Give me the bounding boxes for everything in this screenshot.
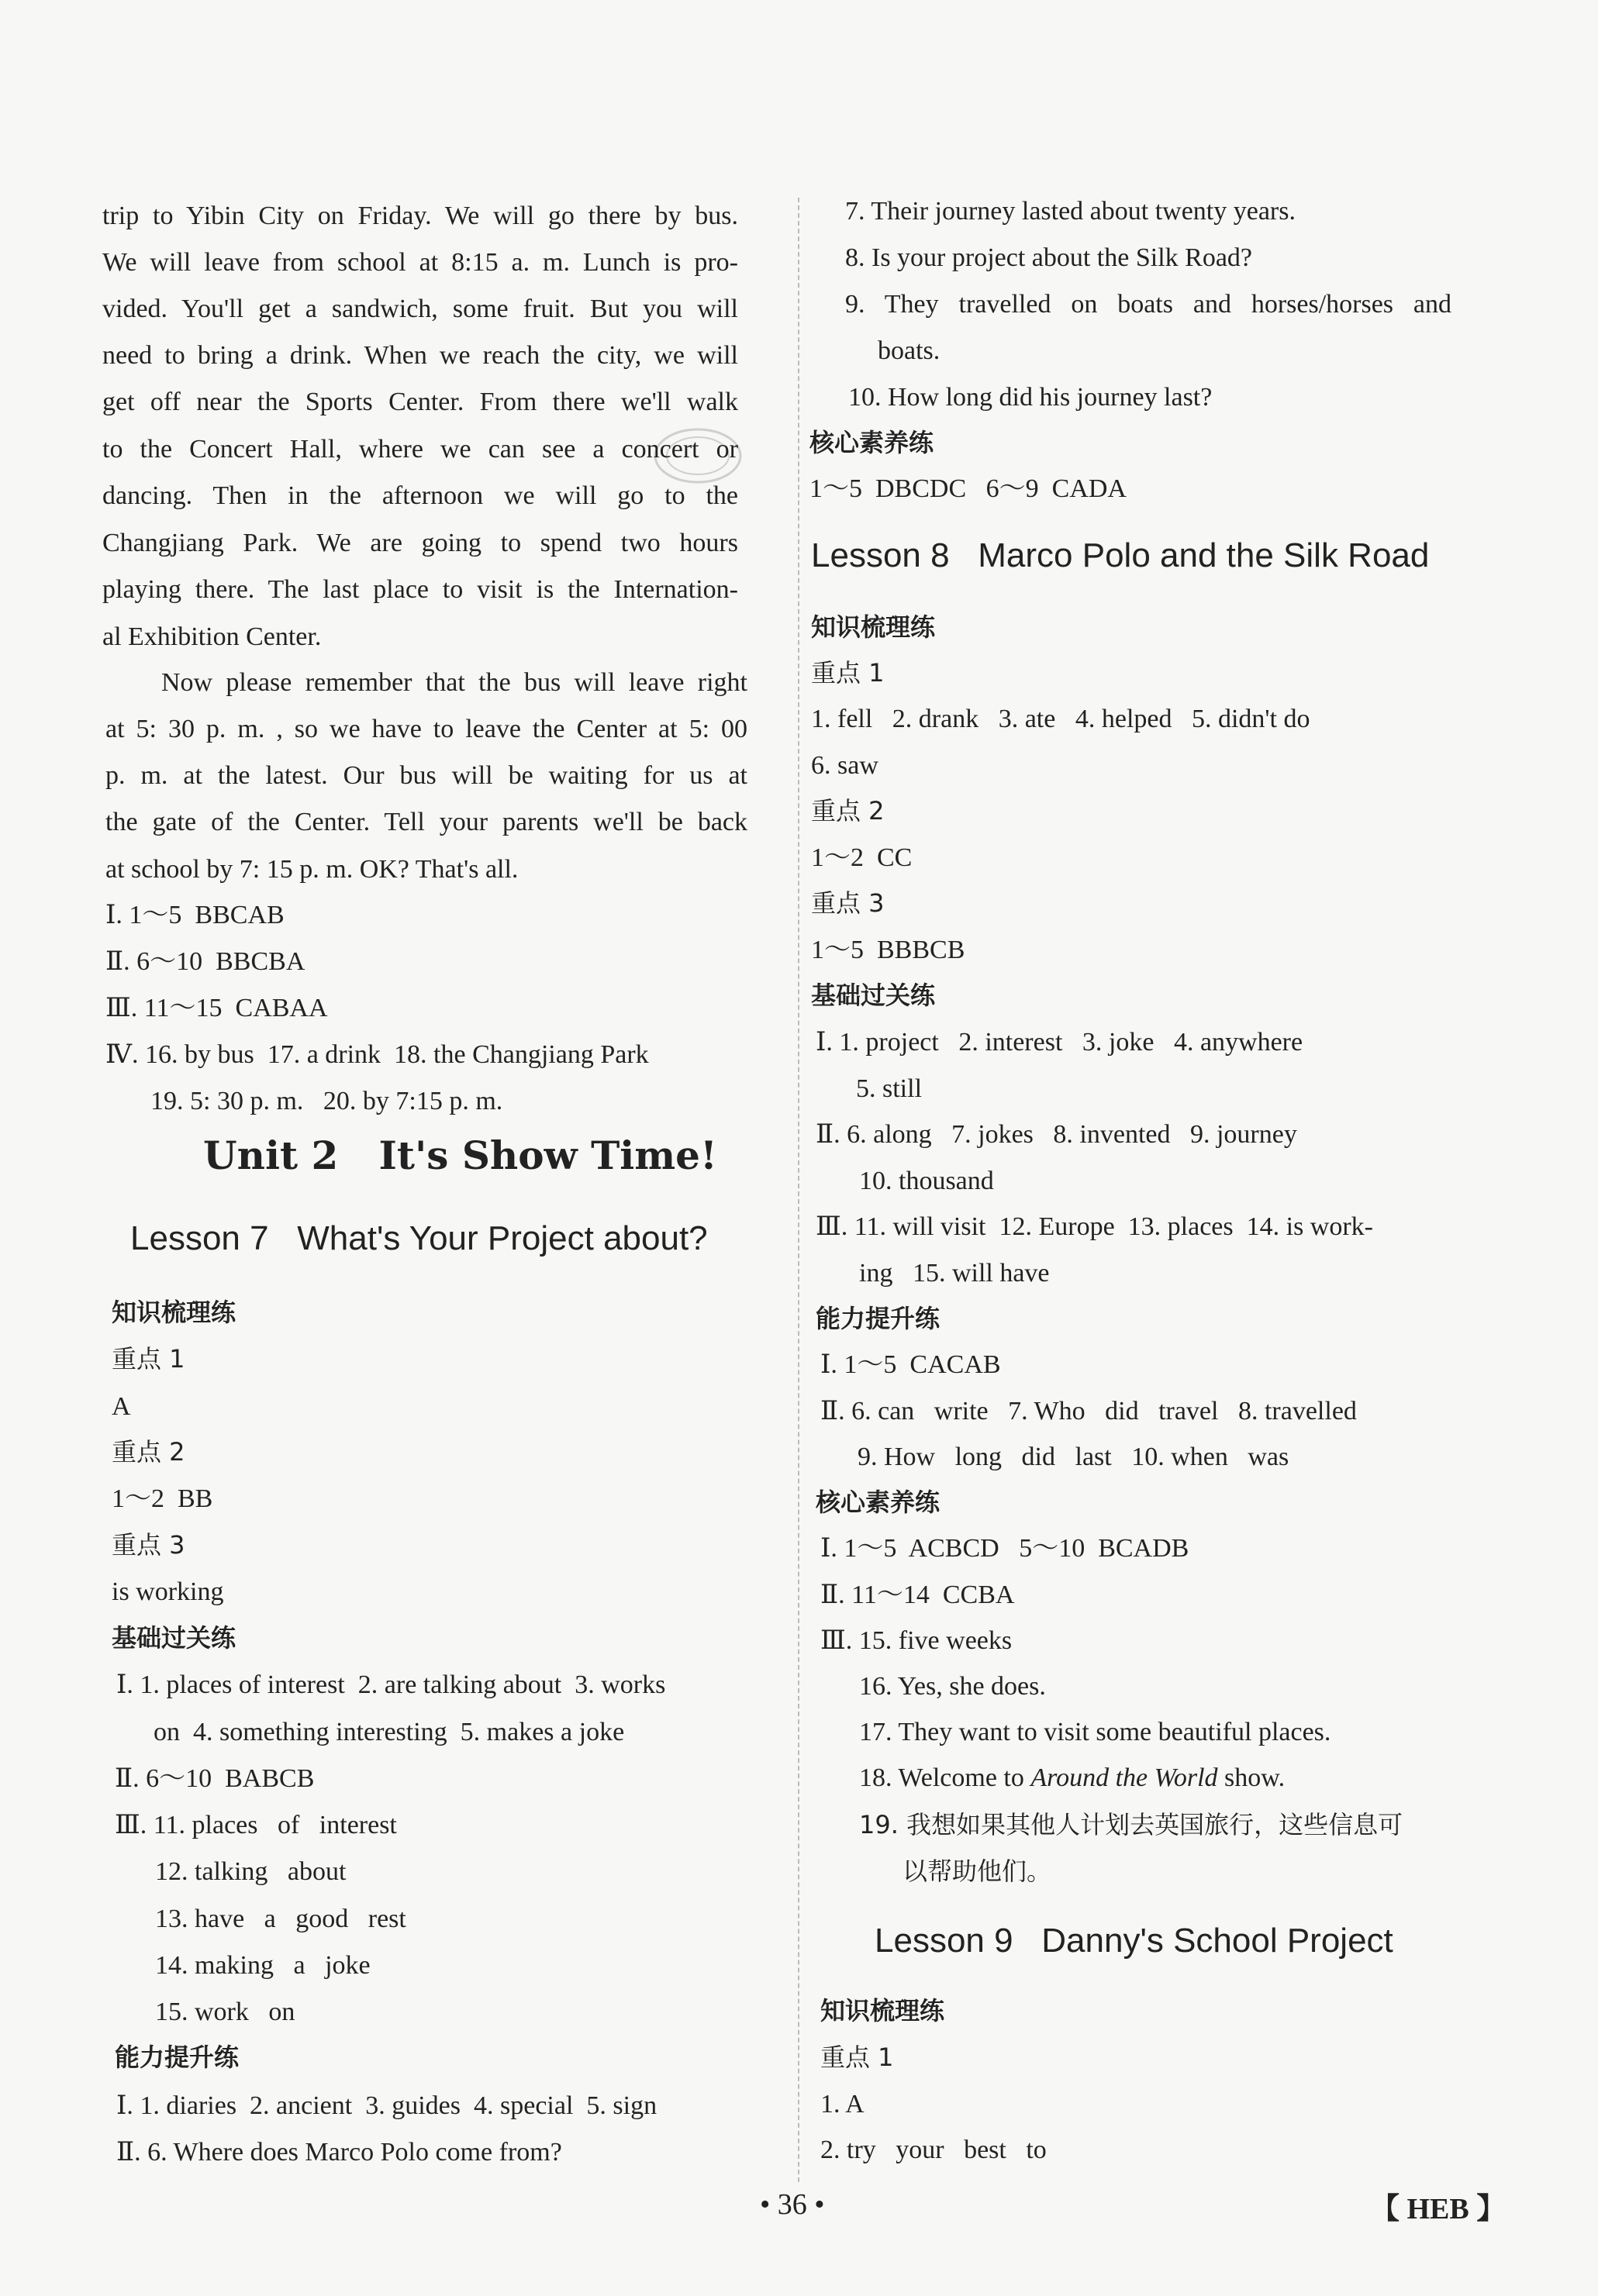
text-line: dancing. Then in the afternoon we will go to the: [102, 481, 738, 510]
section-heading: 核心素养练: [809, 428, 934, 457]
answer-line: 16. Yes, she does.: [859, 1672, 1046, 1701]
answer-line: Ⅲ. 11. will visit 12. Europe 13. places 14. is work-: [816, 1212, 1373, 1241]
page-number: • 36 •: [760, 2188, 825, 2221]
show-title: Around the World: [1030, 1763, 1218, 1792]
section-heading: 能力提升练: [115, 2043, 240, 2072]
answer-line: 1. A: [820, 2090, 865, 2118]
answer-line: 1～2 BB: [112, 1484, 213, 1513]
key-point-label: 重点 3: [811, 888, 885, 918]
answer-line: Ⅰ. 1. diaries 2. ancient 3. guides 4. special 5. sign: [116, 2091, 657, 2120]
answer-line: 1～5 BBBCB: [811, 936, 965, 964]
lesson-9-title: Lesson 9 Danny's School Project: [875, 1922, 1393, 1960]
answer-line: 5. still: [856, 1074, 923, 1103]
answer-line: Ⅰ. 1～5 BBCAB: [105, 901, 285, 929]
answer-text: 18. Welcome to: [859, 1763, 1031, 1792]
text-line: al Exhibition Center.: [102, 622, 322, 651]
answer-line: ing 15. will have: [859, 1259, 1050, 1288]
answer-line: 1～5 DBCDC 6～9 CADA: [809, 474, 1127, 503]
section-heading: 基础过关练: [112, 1623, 236, 1653]
text-line: at 5: 30 p. m. , so we have to leave the Center at 5: 00: [105, 715, 747, 743]
answer-line: 8. Is your project about the Silk Road?: [845, 243, 1253, 272]
answer-line: Ⅱ. 6. can write 7. Who did travel 8. travelled: [820, 1397, 1357, 1426]
text-line: playing there. The last place to visit is the Internation-: [102, 575, 738, 604]
answer-line: Ⅰ. 1. project 2. interest 3. joke 4. anywhere: [816, 1028, 1303, 1057]
answer-line: 13. have a good rest: [155, 1905, 406, 1933]
answer-line: Ⅲ. 11. places of interest: [115, 1811, 397, 1839]
answer-line: 6. saw: [811, 751, 878, 780]
section-heading: 知识梳理练: [820, 1996, 945, 2025]
key-point-label: 重点 1: [112, 1344, 185, 1374]
answer-line: 1～2 CC: [811, 843, 913, 872]
answer-line: Ⅱ. 6. along 7. jokes 8. invented 9. journey: [816, 1120, 1297, 1149]
lesson-8-title: Lesson 8 Marco Polo and the Silk Road: [811, 536, 1430, 574]
text-line: Now please remember that the bus will leave right: [161, 668, 747, 697]
answer-line: on 4. something interesting 5. makes a joke: [154, 1718, 625, 1746]
unit-title: Unit 2 It's Show Time!: [203, 1132, 717, 1178]
answer-line: is working: [112, 1577, 224, 1606]
answer-line: 10. thousand: [859, 1167, 994, 1195]
text-line: p. m. at the latest. Our bus will be waiting for us at: [105, 761, 747, 790]
column-divider: [798, 198, 799, 2182]
answer-line: Ⅲ. 11～15 CABAA: [105, 994, 328, 1022]
answer-line: 以帮助他们。: [903, 1856, 1052, 1886]
section-heading: 能力提升练: [816, 1304, 941, 1333]
lesson-7-title: Lesson 7 What's Your Project about?: [130, 1219, 708, 1257]
key-point-label: 重点 1: [811, 658, 885, 688]
answer-line: 1. fell 2. drank 3. ate 4. helped 5. didn't do: [811, 705, 1310, 733]
answer-line: Ⅱ. 6. Where does Marco Polo come from?: [116, 2138, 562, 2167]
text-line: get off near the Sports Center. From there we'll walk: [102, 388, 738, 416]
text-line: need to bring a drink. When we reach the city, we will: [102, 341, 738, 370]
answer-line: 2. try your best to: [820, 2136, 1047, 2164]
answer-line: 9. They travelled on boats and horses/horses and: [845, 290, 1451, 319]
answer-line: Ⅳ. 16. by bus 17. a drink 18. the Changjiang Park: [105, 1040, 649, 1069]
answer-line: 19. 我想如果其他人计划去英国旅行，这些信息可: [859, 1810, 1403, 1839]
answer-line: Ⅱ. 6～10 BBCBA: [105, 947, 305, 976]
answer-line: A: [112, 1392, 131, 1421]
key-point-label: 重点 3: [112, 1530, 185, 1560]
answer-line: Ⅰ. 1～5 ACBCD 5～10 BCADB: [820, 1534, 1189, 1563]
answer-line: 9. How long did last 10. when was: [858, 1443, 1289, 1471]
answer-line: 17. They want to visit some beautiful places.: [859, 1718, 1331, 1746]
answer-line: Ⅰ. 1～5 CACAB: [820, 1350, 1001, 1379]
text-line: to the Concert Hall, where we can see a concert or: [102, 435, 738, 464]
text-line: trip to Yibin City on Friday. We will go there by bus.: [102, 202, 738, 230]
text-line: at school by 7: 15 p. m. OK? That's all.: [105, 855, 519, 884]
text-line: vided. You'll get a sandwich, some fruit. But you will: [102, 295, 738, 323]
section-heading: 知识梳理练: [112, 1298, 236, 1327]
answer-line: Ⅱ. 6～10 BABCB: [115, 1764, 315, 1793]
answer-line: 14. making a joke: [155, 1951, 371, 1980]
answer-line: 19. 5: 30 p. m. 20. by 7:15 p. m.: [150, 1087, 503, 1115]
key-point-label: 重点 1: [820, 2043, 894, 2072]
edition-tag: 【 HEB 】: [1370, 2193, 1507, 2225]
section-heading: 核心素养练: [816, 1488, 941, 1517]
section-heading: 基础过关练: [811, 981, 936, 1010]
section-heading: 知识梳理练: [811, 612, 936, 642]
key-point-label: 重点 2: [112, 1437, 185, 1467]
answer-text: show.: [1217, 1763, 1286, 1792]
answer-line: Ⅱ. 11～14 CCBA: [820, 1581, 1015, 1609]
answer-line: 10. How long did his journey last?: [848, 383, 1213, 412]
key-point-label: 重点 2: [811, 796, 885, 826]
text-line: the gate of the Center. Tell your parents we'll be back: [105, 808, 747, 836]
answer-line: Ⅰ. 1. places of interest 2. are talking about 3. works: [116, 1670, 666, 1699]
text-line: Changjiang Park. We are going to spend two hours: [102, 529, 738, 557]
answer-line: boats.: [878, 336, 941, 365]
text-line: We will leave from school at 8:15 a. m. Lunch is pro-: [102, 248, 738, 277]
answer-line: [859, 1765, 1285, 1791]
answer-line: Ⅲ. 15. five weeks: [820, 1626, 1013, 1655]
answer-line: 15. work on: [155, 1998, 295, 2026]
answer-line: 7. Their journey lasted about twenty years.: [845, 197, 1296, 226]
answer-line: 12. talking about: [155, 1857, 347, 1886]
